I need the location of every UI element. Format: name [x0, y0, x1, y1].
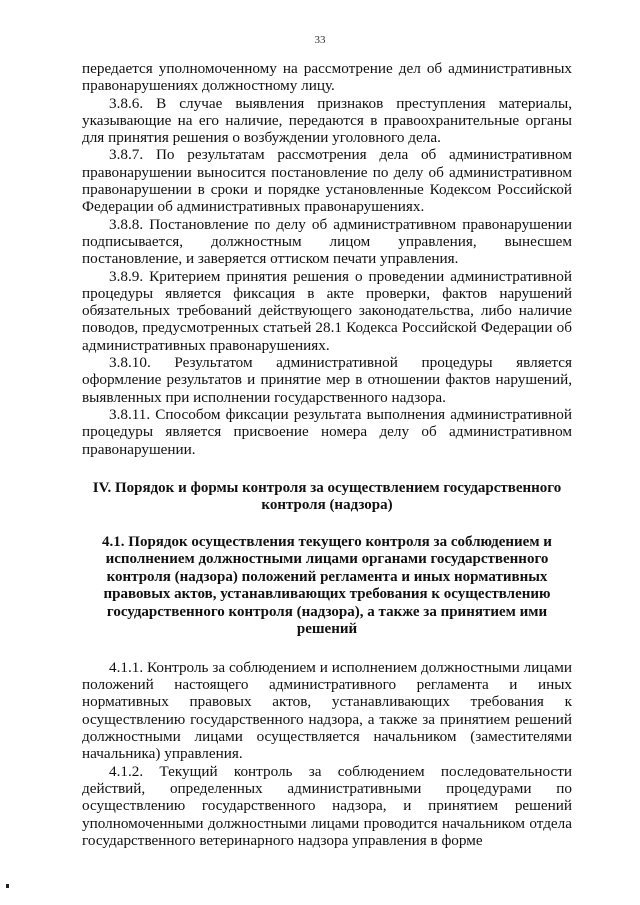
paragraph-3-8-6: 3.8.6. В случае выявления признаков преступления материалы, указывающие на его наличие, передаются в правоохранительные органы для принятия решения о возбуждении уголовного дела. — [82, 94, 572, 147]
paragraph-4-1-1: 4.1.1. Контроль за соблюдением и исполнением должностными лицами положений настоящего административного регламента и иных нормативных правовых актов, устанавливающих требования к осуществлению государственного надзора, а также за принятием решений должностными лицами осуществляется начальником (заместителями начальника) управления. — [82, 658, 572, 763]
paragraph-3-8-10: 3.8.10. Результатом административной процедуры является оформление результатов и принятие мер в отношении фактов нарушений, выявленных при исполнении государственного надзора. — [82, 354, 572, 406]
document-body — [82, 60, 572, 849]
paragraph-3-8-11: 3.8.11. Способом фиксации результата выполнения административной процедуры является присвоение номера делу об административном правонарушении. — [82, 405, 572, 458]
scan-mark — [6, 884, 9, 888]
subsection-title: 4.1. Порядок осуществления текущего контроля за соблюдением и исполнением должностными лицами органами государственного контроля (надзора) положений регламента и иных нормативных правовых актов, устанавливающих требования к осуществлению государственного контроля (надзора), а также за принятием ими решений — [102, 533, 552, 638]
paragraph: передается уполномоченному на рассмотрение дел об административных правонарушениях должностному лицу. — [82, 60, 572, 95]
paragraph-3-8-8: 3.8.8. Постановление по делу об административном правонарушении подписывается, должностным лицом управления, вынесшем постановление, и заверяется оттиском печати управления. — [82, 215, 572, 268]
paragraph-3-8-7: 3.8.7. По результатам рассмотрения дела об административном правонарушении выносится постановление по делу об административном правонарушении в сроки и порядке установленные Кодексом Российской Федерации об административных правонарушениях. — [82, 146, 572, 216]
page-number: 33 — [314, 34, 326, 46]
paragraph-3-8-9: 3.8.9. Критерием принятия решения о проведении административной процедуры является фиксация в акте проверки, фактов нарушений обязательных требований действующего законодательства, либо наличие поводов, предусмотренных статьей 28.1 Кодекса Российской Федерации об административных правонарушениях. — [82, 267, 572, 354]
section-title: IV. Порядок и формы контроля за осуществлением государственного контроля (надзора) — [92, 479, 562, 514]
spacer — [82, 639, 572, 659]
paragraph-4-1-2: 4.1.2. Текущий контроль за соблюдением последовательности действий, определенных административными процедурами по осуществлению государственного надзора, и принятием решений уполномоченными должностными лицами проводится начальником отдела государственного ветеринарного надзора управления в форме — [82, 762, 572, 849]
